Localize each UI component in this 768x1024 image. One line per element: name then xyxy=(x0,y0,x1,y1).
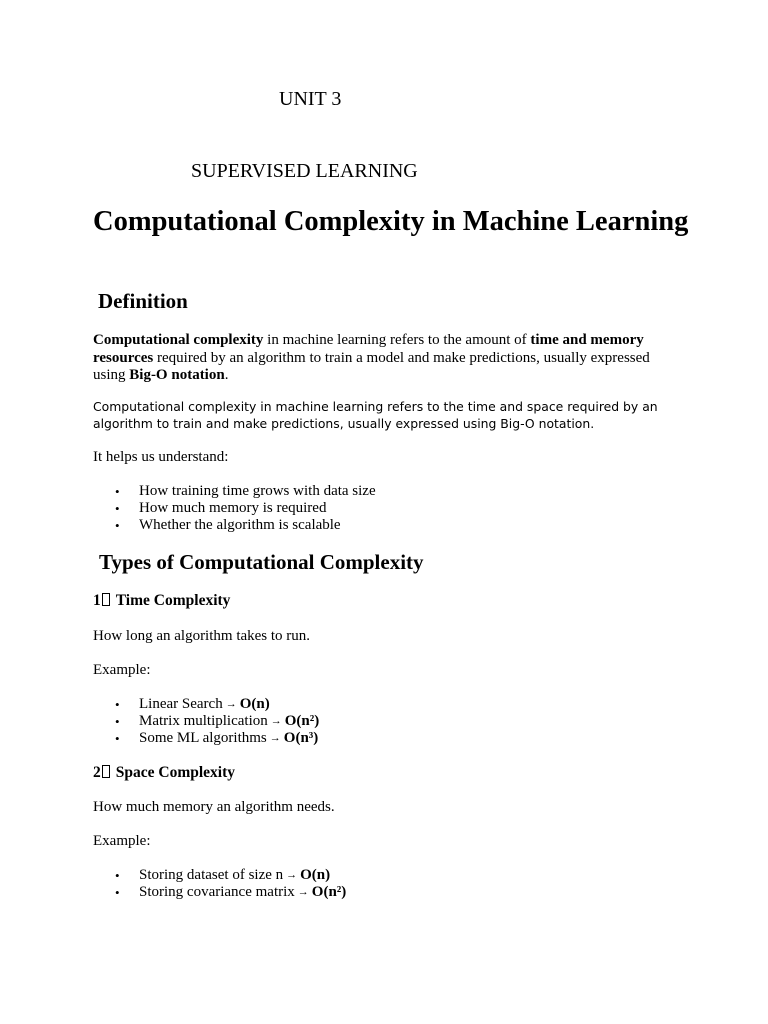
definition-heading: Definition xyxy=(98,289,188,313)
bullet-icon: • xyxy=(115,885,120,900)
definition-term: Computational complexity xyxy=(93,332,264,348)
bullet-icon: • xyxy=(115,731,120,746)
unit-title: UNIT 3 xyxy=(279,88,342,110)
main-heading: Computational Complexity in Machine Learning xyxy=(93,206,689,237)
section-title: Time Complexity xyxy=(115,592,231,609)
keycap-glyph-icon xyxy=(102,765,110,778)
definition-summary-paragraph: Computational complexity in machine learning refers to the time and space required by an algorithm to train and make predictions, usually expressed using Big-O notation. xyxy=(93,399,658,431)
bullet-icon: • xyxy=(115,484,120,499)
space-complexity-description: How much memory an algorithm needs. xyxy=(93,799,335,815)
definition-emphasis-bigo: Big-O notation xyxy=(129,367,225,383)
arrow-icon: → xyxy=(269,732,281,744)
arrow-icon: → xyxy=(225,698,237,710)
arrow-icon: → xyxy=(286,869,298,881)
time-example-label: Example: xyxy=(93,662,151,678)
complexity-value: O(n²) xyxy=(311,884,347,900)
bullet-icon: • xyxy=(115,501,120,516)
definition-text-2: required by an algorithm to train a model and make predictions, usually expressed using xyxy=(93,349,650,383)
definition-emphasis-resources: time and memory resources xyxy=(93,332,644,366)
space-complexity-heading xyxy=(93,764,235,782)
arrow-icon: → xyxy=(270,715,282,727)
keycap-glyph-icon xyxy=(102,593,110,606)
complexity-value: O(n²) xyxy=(284,713,320,729)
complexity-value: O(n³) xyxy=(283,730,319,746)
bullet-icon: • xyxy=(115,714,120,729)
time-complexity-heading xyxy=(93,592,230,610)
definition-text-3: . xyxy=(224,367,229,383)
document-page: UNIT 3 SUPERVISED LEARNING Computational Complexity in Machine Learning Definition Computational complexity in machine learning refers to the amount of time and memory resources required by an algorithm to train a model and make predictions, usually expressed using Big-O notation. Computational complexity in machine learning refers to the time and space required by an algorithm to train and make predictions, usually expressed using Big-O notation. It helps us understand: • How training time grows with data size • How much memory is required • Whether the algorithm is scalable Types of Computational Complexity 1 Time Complexity How long an algorithm takes to run. Example: • Linear Search → O(n) • Matrix multiplication → O(n²) • Some ML algorithms → O(n³) 2 Space Complexity How much memory an algorithm needs. Example: • Storing dataset of size n → O(n) • Storing covariance matrix → O(n²) xyxy=(0,0,768,1024)
complexity-value: O(n) xyxy=(239,696,270,712)
section-title: Space Complexity xyxy=(115,764,236,781)
bullet-icon: • xyxy=(115,868,120,883)
arrow-icon: → xyxy=(297,886,309,898)
time-complexity-description: How long an algorithm takes to run. xyxy=(93,628,311,644)
complexity-value: O(n) xyxy=(300,867,331,883)
definition-text-1: in machine learning refers to the amount of xyxy=(263,332,531,348)
sub-title: SUPERVISED LEARNING xyxy=(191,160,418,182)
types-heading: Types of Computational Complexity xyxy=(99,550,424,574)
space-example-label: Example: xyxy=(93,833,151,849)
section-number: 1 xyxy=(93,592,101,609)
section-number: 2 xyxy=(93,764,101,781)
bullet-icon: • xyxy=(115,697,120,712)
definition-paragraph xyxy=(93,332,683,385)
bullet-icon: • xyxy=(115,518,120,533)
helps-intro: It helps us understand: xyxy=(93,449,229,465)
